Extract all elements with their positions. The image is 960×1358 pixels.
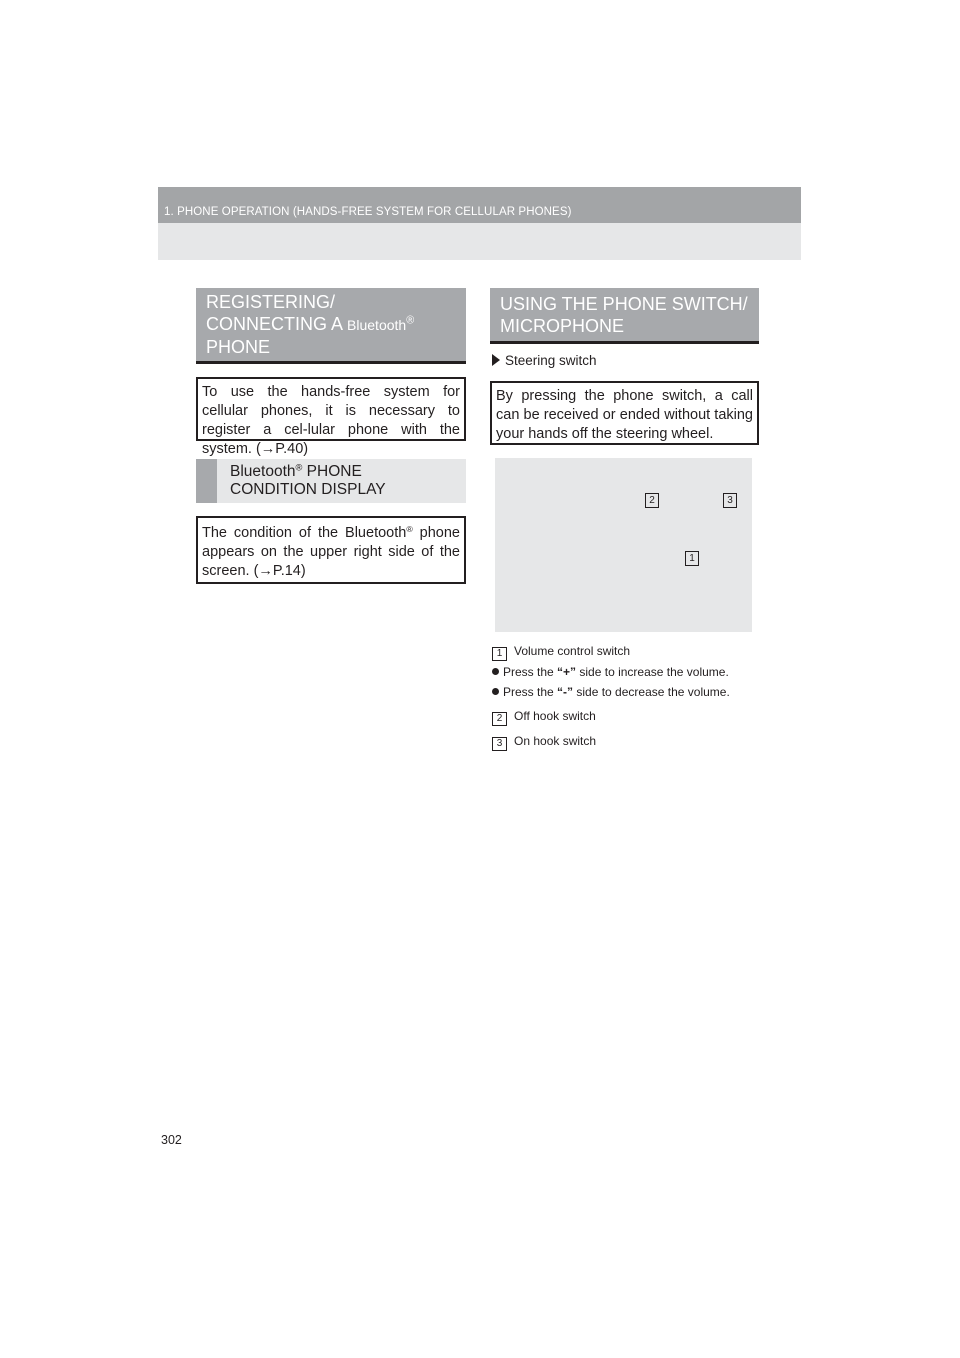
section-title-line: MICROPHONE bbox=[500, 316, 625, 336]
section-title-text: CONNECTING A bbox=[206, 314, 348, 334]
bullet-dot-icon bbox=[492, 668, 499, 675]
legend-number: 1 bbox=[492, 647, 507, 661]
bullet-text: Press the bbox=[503, 685, 558, 699]
subsection-title-line: CONDITION DISPLAY bbox=[230, 481, 386, 498]
legend-number: 3 bbox=[492, 737, 507, 751]
section-title-line: REGISTERING/ bbox=[206, 292, 336, 312]
bullet-key: “-” bbox=[557, 685, 574, 699]
bullet-decrease-volume bbox=[492, 685, 730, 699]
registering-intro-box bbox=[196, 377, 466, 457]
section-title-line bbox=[206, 313, 456, 336]
header-band bbox=[158, 223, 801, 260]
figure-callout-3: 3 bbox=[723, 493, 737, 508]
legend-label: Volume control switch bbox=[514, 644, 631, 658]
bullet-increase-volume bbox=[492, 665, 729, 679]
section-title-line: PHONE bbox=[206, 337, 271, 357]
intro-text: phone appears on the upper right side of the screen. (→P.14) bbox=[202, 525, 460, 579]
condition-display-intro-box bbox=[196, 516, 466, 584]
brand-name: Bluetooth bbox=[230, 463, 296, 480]
section-title-registering bbox=[196, 288, 466, 364]
intro-text: To use the hands-free system for cellular phones, it is necessary to register a cel-lular phone with the system. (→P.40) bbox=[202, 384, 460, 457]
steering-label-text: Steering switch bbox=[505, 353, 597, 368]
bullet-text: Press the bbox=[503, 665, 558, 679]
figure-callout-2: 2 bbox=[645, 493, 659, 508]
brand-name: Bluetooth bbox=[347, 317, 407, 333]
bullet-key: “+” bbox=[557, 665, 577, 679]
section-title-line: USING THE PHONE SWITCH/ bbox=[500, 294, 748, 314]
legend-item-1 bbox=[492, 644, 630, 661]
registered-mark: ® bbox=[295, 462, 303, 473]
chapter-title: 1. PHONE OPERATION (HANDS-FREE SYSTEM FOR CELLULAR PHONES) bbox=[164, 206, 572, 218]
subsection-title-condition-display bbox=[196, 459, 466, 503]
legend-item-3 bbox=[492, 734, 596, 751]
intro-text: The condition of the Bluetooth bbox=[202, 525, 407, 541]
registered-mark: ® bbox=[406, 523, 413, 534]
legend-number: 2 bbox=[492, 712, 507, 726]
subsection-title-text: PHONE bbox=[302, 463, 362, 480]
phone-switch-intro-box bbox=[490, 381, 759, 445]
bullet-text: side to decrease the volume. bbox=[573, 685, 730, 699]
legend-item-2 bbox=[492, 709, 596, 726]
legend-label: On hook switch bbox=[514, 734, 597, 748]
legend-label: Off hook switch bbox=[514, 709, 596, 723]
section-title-phone-switch bbox=[490, 288, 759, 344]
bullet-dot-icon bbox=[492, 688, 499, 695]
triangle-bullet-icon bbox=[492, 354, 500, 366]
steering-switch-figure bbox=[495, 458, 752, 632]
subsection-title-line bbox=[230, 463, 466, 481]
steering-switch-label bbox=[492, 353, 597, 368]
registered-mark: ® bbox=[406, 314, 415, 327]
figure-callout-1: 1 bbox=[685, 551, 699, 566]
intro-text: By pressing the phone switch, a call can be received or ended without taking your hands off the steering wheel. bbox=[496, 388, 753, 442]
page-header-bar bbox=[158, 187, 801, 223]
page-number: 302 bbox=[161, 1133, 182, 1147]
bullet-text: side to increase the volume. bbox=[576, 665, 729, 679]
